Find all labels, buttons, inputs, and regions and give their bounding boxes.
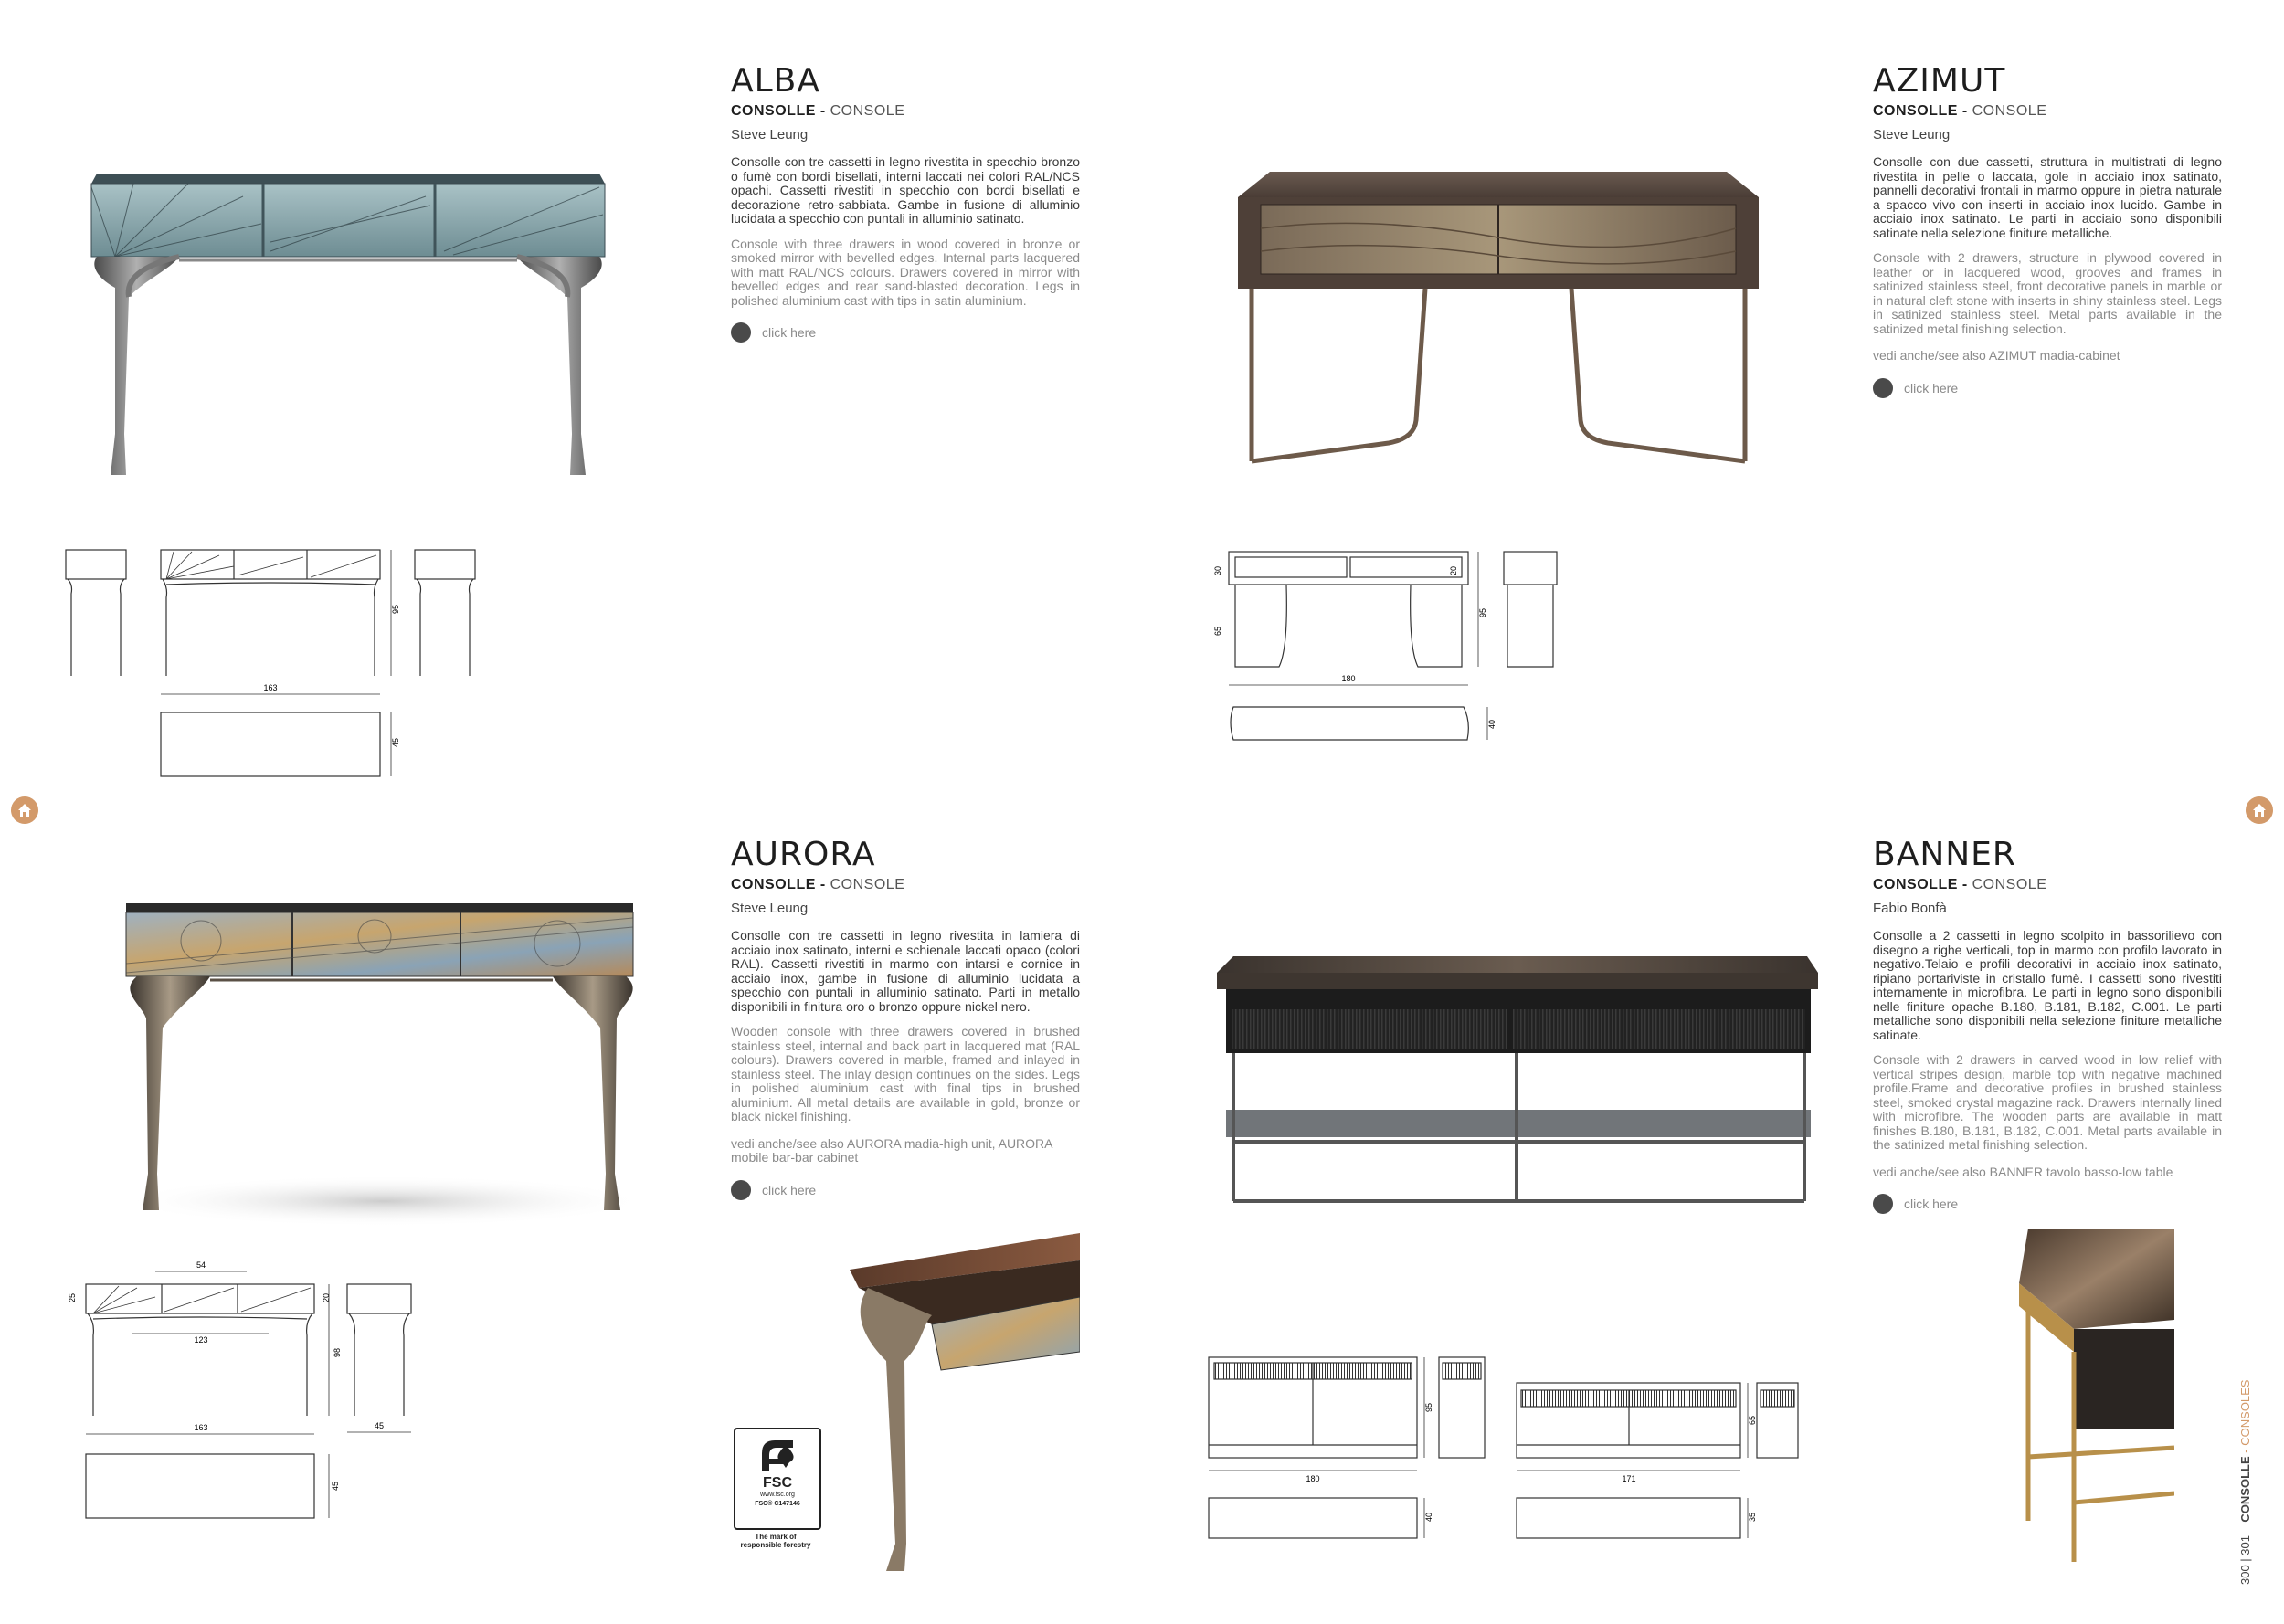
azimut-product-image [1233,164,1763,475]
azimut-dim-depth: 40 [1487,719,1496,729]
footer-section: CONSOLLE [2238,1456,2252,1523]
azimut-dim-leg: 65 [1213,626,1222,636]
footer-subsection: CONSOLES [2238,1379,2252,1446]
alba-dim-width: 163 [263,683,278,692]
banner-technical-drawing [1201,1343,1841,1571]
alba-dim-depth: 45 [391,737,400,747]
banner-title: BANNER [1873,836,2016,873]
aurora-product-image [110,900,658,1229]
aurora-dim-width: 163 [194,1423,208,1432]
banner-designer: Fabio Bonfà [1873,901,1947,916]
page-footer: 300 | 301 CONSOLLE - CONSOLES [2238,1379,2252,1585]
alba-description-en: Console with three drawers in wood covered in bronze or smoked mirror with bevelled edges. Internal parts lacquered with matt RAL/NCS colours. Drawers covered in mirror with bevelled edges and rear sand-blasted decoration. Legs in polished aluminium cast with tips in satin aluminium. [731,236,1080,308]
aurora-category: CONSOLLE - CONSOLE [731,877,905,892]
azimut-text-block [1873,62,2222,398]
alba-description-it: Consolle con tre cassetti in legno rivestita in specchio bronzo o fumè con bordi bisellati, interni laccati nei colori RAL/NCS opachi. Cassetti rivestiti in specchio con bordi bisellati e decorazione retro-sabbiata. Gambe in fusione di alluminio lucidata a specchio con puntali in alluminio satinato. [731,154,1080,226]
alba-category: CONSOLLE - CONSOLE [731,103,905,119]
home-right-icon[interactable] [2246,796,2273,824]
alba-technical-drawing [64,548,484,795]
banner-click-here-link[interactable]: click here [1873,1194,2222,1214]
click-dot-icon [731,1180,751,1200]
banner-description-it: Consolle a 2 cassetti in legno scolpito in bassorilievo con disegno a righe verticali, top in marmo con profilo lavorato in negativo.Telaio e profili decorativi in acciaio inox satinato, ripiano portariviste in cristallo fumè. I cassetti sono rivestiti internamente in microfibra. Le parti in legno sono disponibili nelle finiture opache B.180, B.181, B.182, C.001. Le parti metalliche sono disponibili nella selezione finiture metalliche satinate. [1873,928,2222,1042]
azimut-technical-drawing [1206,548,1571,795]
azimut-description-en: Console with 2 drawers, structure in plywood covered in leather or in lacquered wood, grooves and frames in satinized stainless steel, front decorative panels in marble or in natural cleft stone with inserts in shiny stainless steel. Legs in satinized stainless steel. Metal parts available in the satinized metal finishing selection. [1873,250,2222,336]
fsc-brand: FSC [763,1475,792,1491]
click-dot-icon [1873,378,1893,398]
fsc-logo [734,1428,823,1549]
click-dot-icon [731,322,751,343]
click-dot-icon [1873,1194,1893,1214]
aurora-dim-depth: 45 [331,1481,340,1491]
page-numbers: 300 | 301 [2238,1535,2252,1585]
aurora-detail-image [850,1233,1080,1578]
azimut-see-also: vedi anche/see also AZIMUT madia-cabinet [1873,348,2120,363]
banner-dim-height-a: 95 [1424,1402,1433,1412]
alba-text-block [731,62,1080,343]
aurora-description-en: Wooden console with three drawers covered in brushed stainless steel, internal and back part in lacquered mat (RAL colours). Drawers covered in marble, framed and inlayed in stainless steel. The inlay design continues on the sides. Legs in polished aluminium cast with final tips in brushed aluminium. All metal details are available in gold, bronze or black nickel finishing. [731,1024,1080,1123]
azimut-dim-width: 180 [1341,674,1356,683]
home-left-icon[interactable] [11,796,38,824]
aurora-dim-small: 20 [322,1292,331,1302]
azimut-dim-drawer: 30 [1213,565,1222,575]
alba-product-image [60,160,608,484]
aurora-description-it: Consolle con tre cassetti in legno rivestita in lamiera di acciaio inox satinato, interni e schienale laccati opaco (colori RAL). Cassetti rivestiti in marmo con intarsi e cornice in acciaio inox, gambe in fusione di alluminio lucidata a specchio con puntali in alluminio satinato. Parti in metallo disponibili in finitura oro o bronzo oppure nickel nero. [731,928,1080,1014]
fsc-url: www.fsc.org [760,1492,795,1498]
aurora-dim-top: 54 [196,1260,206,1270]
azimut-designer: Steve Leung [1873,127,1951,142]
azimut-dim-height: 95 [1478,607,1487,617]
aurora-dim-side-depth: 45 [374,1421,385,1430]
aurora-designer: Steve Leung [731,901,809,916]
azimut-click-here-link[interactable]: click here [1873,378,2222,398]
azimut-description-it: Consolle con due cassetti, struttura in multistrati di legno rivestita in pelle o laccata, gole in acciaio inox satinato, pannelli decorativi frontali in marmo oppure in pietra naturale a spacco vivo con inserti in acciaio inox lucido. Gambe in acciaio inox satinato. Le parti in acciaio sono disponibili satinate nella selezione finiture metalliche. [1873,154,2222,240]
azimut-dim-inner: 20 [1449,565,1458,575]
banner-category: CONSOLLE - CONSOLE [1873,877,2047,892]
banner-dim-width-a: 180 [1306,1474,1320,1483]
fsc-code: FSC® C147146 [755,1501,800,1507]
banner-dim-depth-b: 35 [1748,1512,1757,1522]
alba-designer: Steve Leung [731,127,809,142]
azimut-category: CONSOLLE - CONSOLE [1873,103,2047,119]
aurora-technical-drawing [64,1251,439,1571]
azimut-title: AZIMUT [1873,62,2006,100]
banner-dim-height-b: 65 [1748,1415,1757,1425]
aurora-dim-height: 98 [333,1347,342,1357]
alba-dim-height: 95 [391,604,400,614]
alba-title: ALBA [731,62,821,100]
aurora-click-here-link[interactable]: click here [731,1180,1080,1200]
banner-product-image [1206,954,1818,1210]
banner-dim-width-b: 171 [1622,1474,1636,1483]
banner-dim-depth-a: 40 [1424,1512,1433,1522]
banner-text-block [1873,836,2222,1214]
fsc-tree-icon [756,1435,798,1475]
alba-click-here-link[interactable]: click here [731,322,1080,343]
banner-detail-image [1973,1229,2174,1566]
aurora-dim-drawer: 25 [68,1292,77,1302]
aurora-text-block [731,836,1080,1200]
aurora-title: AURORA [731,836,876,873]
banner-description-en: Console with 2 drawers in carved wood in low relief with vertical stripes design, marble top with negative machined profile.Frame and decorative profiles in brushed stainless steel, smoked crystal magazine rack. Drawers internally lined with microfibre. The wooden parts are available in matt finishes B.180, B.181, B.182, C.001. Metal parts available in the satinized metal finishing selection. [1873,1052,2222,1152]
aurora-see-also: vedi anche/see also AURORA madia-high unit, AURORA mobile bar-bar cabinet [731,1135,1052,1165]
banner-see-also: vedi anche/see also BANNER tavolo basso-low table [1873,1164,2173,1179]
fsc-mark: The mark of responsible forestry [740,1533,811,1549]
aurora-dim-inner-width: 123 [194,1335,208,1345]
